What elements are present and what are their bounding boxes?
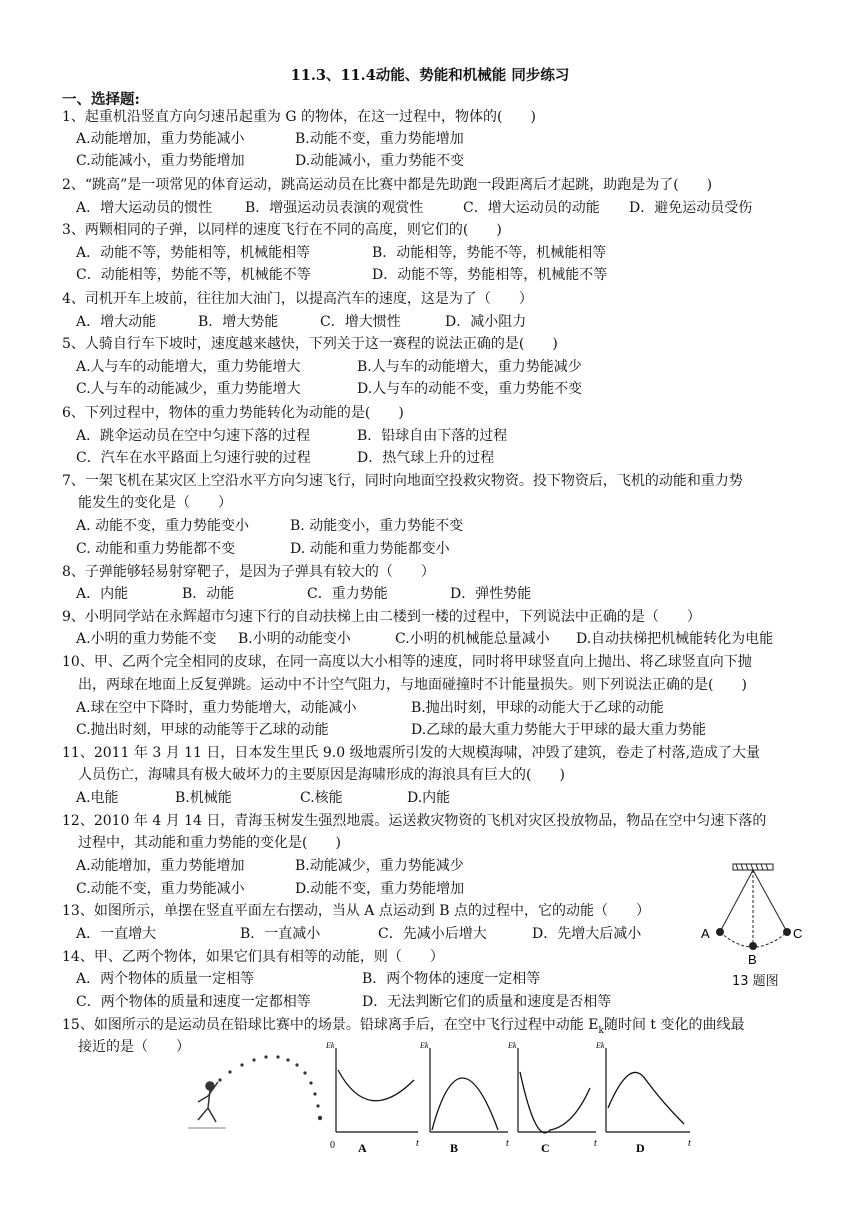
question-12: 12、2010 年 4 月 14 日，青海玉树发生强烈地震。运送救灾物资的飞机对灾区投放物品，物品在空中匀速下落的 — [62, 813, 767, 829]
question-13: 13、如图所示，单摆在竖直平面左右摆动，当从 A 点运动到 B 点的过程中，它的动能（ ） — [62, 903, 651, 919]
question-7: 7、一架飞机在某灾区上空沿水平方向匀速飞行，同时向地面空投救灾物资。投下物资后，飞机的动能和重力势 — [62, 473, 743, 489]
label-graph-a: A — [358, 1141, 367, 1155]
option-14a: A．两个物体的质量一定相等 — [76, 971, 255, 987]
option-5a: A.人与车的动能增大，重力势能增大 — [76, 359, 301, 375]
ball-c — [783, 928, 791, 936]
question-5: 5、人骑自行车下坡时，速度越来越快，下列关于这一赛程的说法正确的是( ) — [62, 336, 558, 352]
option-13b: B．一直减小 — [240, 926, 321, 942]
string-a — [720, 870, 753, 932]
question-6: 6、下列过程中，物体的重力势能转化为动能的是( ) — [62, 405, 404, 421]
ball-a — [716, 928, 724, 936]
option-9b: B.小明的动能变小 — [238, 631, 351, 647]
curve-a — [338, 1070, 414, 1101]
label-b: B — [748, 952, 757, 967]
option-10b: B.抛出时刻，甲球的动能大于乙球的动能 — [411, 700, 664, 716]
string-c — [753, 870, 787, 932]
option-10a: A.球在空中下降时，重力势能增大，动能减小 — [76, 700, 357, 716]
graph-b — [419, 1041, 509, 1155]
label-graph-b: B — [450, 1141, 459, 1155]
curve-d — [608, 1072, 684, 1124]
option-12b: B.动能减少，重力势能减少 — [295, 858, 464, 874]
axis-t-a: t — [416, 1138, 419, 1149]
option-7d: D. 动能和重力势能都变小 — [290, 541, 450, 557]
question-7-cont: 能发生的变化是（ ） — [78, 495, 232, 511]
option-14d: D．无法判断它们的质量和速度是否相等 — [362, 994, 612, 1010]
label-a: A — [701, 926, 710, 941]
option-6a: A．跳伞运动员在空中匀速下落的过程 — [76, 428, 311, 444]
axis-t-c: t — [594, 1138, 597, 1149]
option-12c: C.动能不变，重力势能减小 — [76, 881, 245, 897]
option-9d: D.自动扶梯把机械能转化为电能 — [576, 631, 774, 647]
option-8a: A．内能 — [76, 586, 129, 602]
option-14b: B．两个物体的速度一定相等 — [362, 971, 541, 987]
option-6c: C．汽车在水平路面上匀速行驶的过程 — [76, 450, 311, 466]
option-4c: C．增大惯性 — [320, 314, 401, 330]
graph-c — [507, 1041, 597, 1155]
option-1c: C.动能减小，重力势能增加 — [76, 153, 245, 169]
shot-trajectory — [218, 1055, 322, 1120]
question-12-cont: 过程中，其动能和重力势能的变化是( ) — [78, 835, 341, 851]
option-2a: A．增大运动员的惯性 — [76, 200, 213, 216]
option-13a: A．一直增大 — [76, 926, 157, 942]
option-1a: A.动能增加，重力势能减小 — [76, 131, 245, 147]
option-11d: D.内能 — [407, 790, 451, 806]
option-4a: A．增大动能 — [76, 314, 157, 330]
question-8: 8、子弹能够轻易射穿靶子，是因为子弹具有较大的（ ） — [62, 564, 435, 580]
option-3d: D．动能不等，势能相等，机械能不等 — [372, 267, 608, 283]
option-7c: C. 动能和重力势能都不变 — [76, 541, 236, 557]
option-2d: D．避免运动员受伤 — [629, 200, 753, 216]
option-10d: D.乙球的最大重力势能大于甲球的最大重力势能 — [411, 722, 707, 738]
question-2: 2、“跳高”是一项常见的体育运动，跳高运动员在比赛中都是先助跑一段距离后才起跳，助跑是为了( ) — [62, 177, 713, 193]
athlete-drawing — [188, 1082, 226, 1128]
axis-ek-c: Ek — [508, 1041, 517, 1050]
question-11: 11、2011 年 3 月 11 日，日本发生里氏 9.0 级地震所引发的大规模海啸，冲毁了建筑，卷走了村落,造成了大量 — [62, 745, 761, 761]
axis-t-b: t — [506, 1138, 509, 1149]
question-15-cont: 接近的是（ ） — [78, 1039, 190, 1055]
question-3: 3、两颗相同的子弹，以同样的速度飞行在不同的高度，则它们的( ) — [62, 222, 502, 238]
question-9: 9、小明同学站在永辉超市匀速下行的自动扶梯上由二楼到一楼的过程中，下列说法中正确的是（ ） — [62, 609, 701, 625]
option-5d: D.人与车的动能不变，重力势能不变 — [357, 381, 583, 397]
ball-b — [749, 942, 757, 950]
option-8d: D．弹性势能 — [450, 586, 532, 602]
axis-t-d: t — [688, 1138, 691, 1149]
axis-ek-d: Ek — [596, 1041, 605, 1050]
option-11a: A.电能 — [76, 790, 119, 806]
axis-ek-a: Ek — [326, 1041, 335, 1050]
shotput-figure — [178, 1036, 698, 1156]
option-1b: B.动能不变，重力势能增加 — [295, 131, 464, 147]
question-11-cont: 人员伤亡，海啸具有极大破坏力的主要原因是海啸形成的海浪具有巨大的( ) — [78, 767, 565, 783]
question-1: 1、起重机沿竖直方向匀速吊起重为 G 的物体，在这一过程中，物体的( ) — [62, 109, 536, 125]
question-4: 4、司机开车上坡前，往往加大油门，以提高汽车的速度，这是为了（ ） — [62, 291, 533, 307]
question-10: 10、甲、乙两个完全相同的皮球，在同一高度以大小相等的速度，同时将甲球竖直向上抛出、将乙球竖直向下抛 — [62, 654, 752, 670]
option-12a: A.动能增加，重力势能增加 — [76, 858, 245, 874]
ek-subscript: k — [598, 1025, 604, 1036]
option-7a: A. 动能不变，重力势能变小 — [76, 518, 250, 534]
option-5b: B.人与车的动能增大，重力势能减少 — [357, 359, 582, 375]
option-3a: A．动能不等，势能相等，机械能相等 — [76, 245, 311, 261]
option-14c: C．两个物体的质量和速度一定都相等 — [76, 994, 311, 1010]
question-10-cont: 出，两球在地面上反复弹跳。运动中不计空气阻力，与地面碰撞时不计能量损失。则下列说法正确的是( ) — [78, 677, 747, 693]
option-4b: B．增大势能 — [198, 314, 279, 330]
graph-a — [325, 1041, 419, 1155]
axis-ek-b: Ek — [420, 1041, 429, 1050]
option-8b: B．动能 — [182, 586, 235, 602]
section-heading: 一、选择题: — [62, 91, 140, 108]
label-graph-c: C — [541, 1141, 550, 1155]
option-7b: B. 动能变小，重力势能不变 — [290, 518, 464, 534]
option-13d: D．先增大后减小 — [532, 926, 642, 942]
option-9c: C.小明的机械能总量减小 — [395, 631, 550, 647]
option-6b: B．铅球自由下落的过程 — [357, 428, 508, 444]
option-2c: C．增大运动员的动能 — [463, 200, 600, 216]
option-3b: B．动能相等，势能不等，机械能相等 — [372, 245, 607, 261]
option-11b: B.机械能 — [175, 790, 232, 806]
fig13-caption: 13 题图 — [732, 974, 779, 989]
curve-b — [432, 1078, 498, 1130]
option-13c: C．先减小后增大 — [378, 926, 487, 942]
option-11c: C.核能 — [300, 790, 343, 806]
option-5c: C.人与车的动能减少，重力势能增大 — [76, 381, 301, 397]
question-15-text: 15、如图所示的是运动员在铅球比赛中的场景。铅球离手后，在空中飞行过程中动能 E — [62, 1017, 599, 1033]
curve-c — [520, 1072, 590, 1133]
graph-d — [595, 1041, 691, 1155]
option-9a: A.小明的重力势能不变 — [76, 631, 217, 647]
option-8c: C．重力势能 — [307, 586, 388, 602]
option-12d: D.动能不变，重力势能增加 — [295, 881, 465, 897]
option-2b: B．增强运动员表演的观赏性 — [245, 200, 424, 216]
option-4d: D．减小阻力 — [445, 314, 527, 330]
label-graph-d: D — [636, 1141, 645, 1155]
page-title: 11.3、11.4动能、势能和机械能 同步练习 — [290, 67, 570, 84]
label-c: C — [793, 926, 803, 941]
origin-a: 0 — [330, 1140, 335, 1151]
question-14: 14、甲、乙两个物体，如果它们具有相等的动能，则（ ） — [62, 949, 444, 965]
question-15-tail: 随时间 t 变化的曲线最 — [603, 1017, 745, 1033]
option-1d: D.动能减小，重力势能不变 — [295, 153, 465, 169]
option-10c: C.抛出时刻，甲球的动能等于乙球的动能 — [76, 722, 329, 738]
option-3c: C．动能相等，势能不等，机械能不等 — [76, 267, 311, 283]
option-6d: D．热气球上升的过程 — [357, 450, 495, 466]
